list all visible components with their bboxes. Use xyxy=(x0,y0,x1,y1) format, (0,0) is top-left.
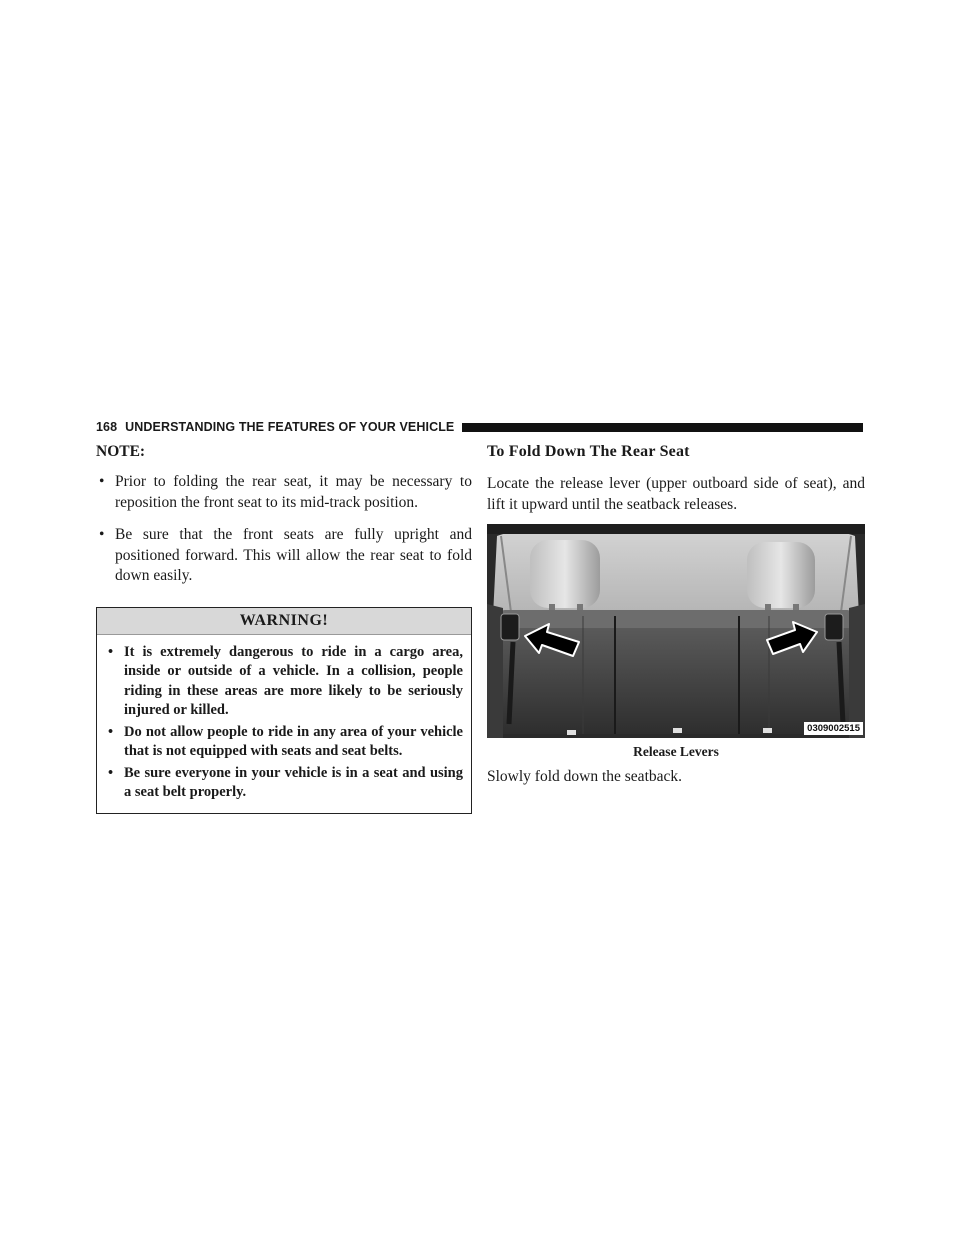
rear-seat-photo xyxy=(487,524,865,738)
warning-box xyxy=(96,607,472,814)
bullet-icon: • xyxy=(99,473,105,490)
intro-paragraph: Locate the release lever (upper outboard side of seat), and lift it upward until the seatback releases. xyxy=(487,475,865,513)
rear-seat-illustration xyxy=(487,524,865,738)
page-number: 168 xyxy=(96,420,118,434)
note-list xyxy=(96,472,472,587)
bullet-icon: • xyxy=(108,643,114,660)
page-header xyxy=(96,420,863,434)
note-item: • Be sure that the front seats are fully upright and positioned forward. This will allow the rear seat to fold down easily. xyxy=(99,526,472,584)
bullet-icon: • xyxy=(108,764,114,781)
figure-id: 0309002515 xyxy=(804,722,863,735)
warning-item: • It is extremely dangerous to ride in a cargo area, inside or outside of a vehicle. In a collision, people riding in these areas are more likely to be seriously injured or killed. xyxy=(108,643,463,718)
warning-list xyxy=(97,635,471,813)
left-column xyxy=(96,443,472,814)
figure-caption: Release Levers xyxy=(633,744,719,759)
chapter-title: UNDERSTANDING THE FEATURES OF YOUR VEHICLE xyxy=(125,420,455,434)
closing-paragraph: Slowly fold down the seatback. xyxy=(487,768,683,785)
bullet-icon: • xyxy=(108,723,114,740)
note-item: • Prior to folding the rear seat, it may be necessary to reposition the front seat to its mid-track position. xyxy=(99,473,472,511)
warning-title: WARNING! xyxy=(97,608,471,635)
header-rule xyxy=(462,423,863,432)
warning-item: • Be sure everyone in your vehicle is in a seat and using a seat belt properly. xyxy=(108,764,463,800)
warning-item: • Do not allow people to ride in any area of your vehicle that is not equipped with seats and seat belts. xyxy=(108,723,463,759)
section-title: To Fold Down The Rear Seat xyxy=(487,443,690,460)
right-column xyxy=(487,443,865,788)
bullet-icon: • xyxy=(99,526,105,543)
note-label: NOTE: xyxy=(96,443,146,460)
